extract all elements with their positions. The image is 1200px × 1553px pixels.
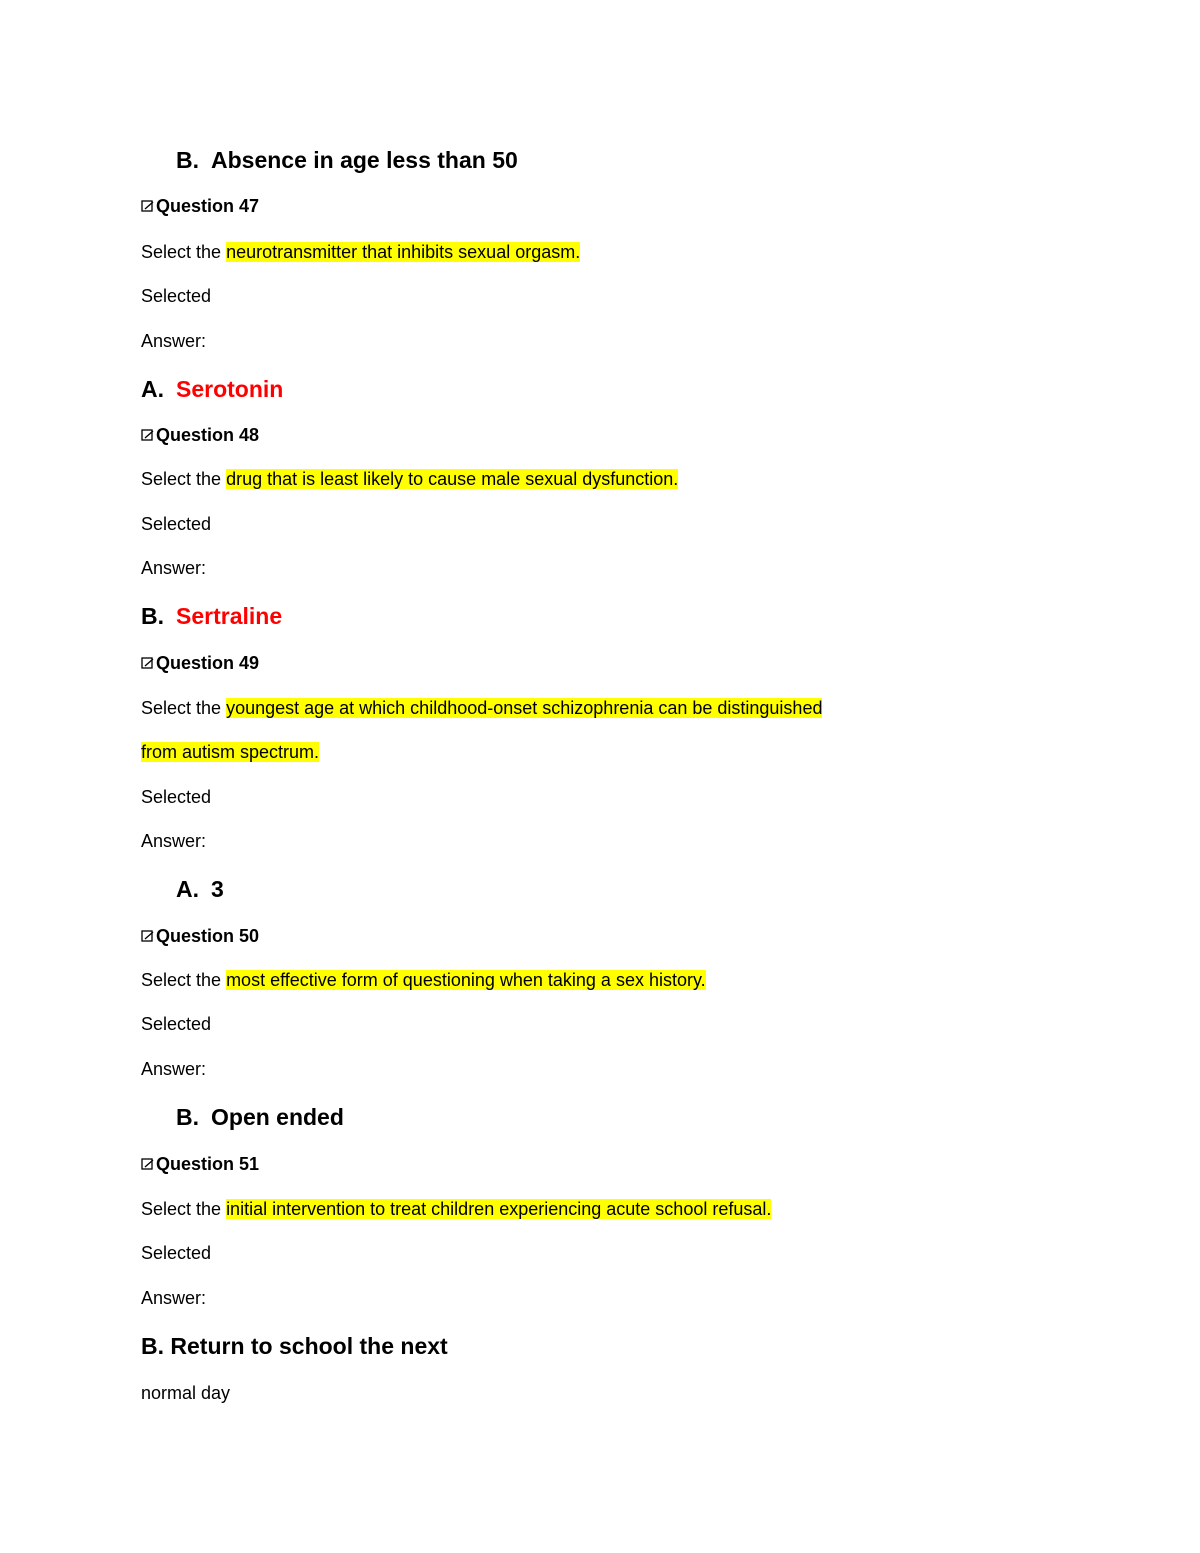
prompt-text: Select the — [141, 970, 227, 990]
question-51-answer — [141, 1332, 448, 1360]
answer-label: Answer: — [141, 831, 207, 851]
selected-label: Selected — [141, 787, 212, 807]
answer-label: Answer: — [141, 558, 207, 578]
question-51-prompt — [141, 1197, 771, 1221]
prompt-highlight: neurotransmitter that inhibits sexual orgasm. — [226, 242, 581, 262]
prompt-highlight: drug that is least likely to cause male sexual dysfunction. — [226, 469, 679, 489]
answer-text: Open ended — [211, 1104, 344, 1130]
prompt-text: Select the — [141, 242, 227, 262]
checkbox-icon — [141, 1157, 155, 1171]
selected-label: Selected — [141, 1014, 212, 1034]
prompt-text: Select the — [141, 469, 227, 489]
answer-label: Answer: — [141, 331, 207, 351]
prompt-highlight: initial intervention to treat children experiencing acute school refusal. — [226, 1199, 772, 1219]
answer-letter: A. — [176, 876, 199, 902]
question-title: Question 48 — [156, 425, 260, 445]
answer-letter: B. — [141, 603, 164, 629]
answer-text: Sertraline — [176, 603, 283, 629]
question-48-prompt — [141, 467, 678, 491]
answer-previous — [176, 146, 518, 174]
selected-label: Selected — [141, 286, 212, 306]
question-50-prompt — [141, 968, 706, 992]
question-title: Question 47 — [156, 196, 260, 216]
question-50-heading — [141, 924, 259, 948]
question-49-answer — [176, 875, 224, 903]
answer-text: Absence in age less than 50 — [211, 147, 518, 173]
answer-letter: A. — [141, 376, 164, 402]
question-48-heading — [141, 423, 259, 447]
question-49-prompt — [141, 696, 822, 720]
prompt-text: Select the — [141, 1199, 227, 1219]
selected-label: Selected — [141, 1243, 212, 1263]
answer-label: Answer: — [141, 1059, 207, 1079]
question-47-heading — [141, 194, 259, 218]
prompt-highlight: youngest age at which childhood-onset schizophrenia can be distinguished — [226, 698, 823, 718]
question-title: Question 49 — [156, 653, 260, 673]
checkbox-icon — [141, 656, 155, 670]
answer-text: Return to school the next — [170, 1333, 448, 1359]
answer-label: Answer: — [141, 1288, 207, 1308]
checkbox-icon — [141, 199, 155, 213]
question-47-prompt — [141, 240, 580, 264]
answer-letter: B. — [141, 1333, 164, 1359]
question-50-answer — [176, 1103, 344, 1131]
checkbox-icon — [141, 929, 155, 943]
question-49-heading — [141, 651, 259, 675]
question-47-answer — [141, 375, 283, 403]
prompt-highlight: from autism spectrum. — [141, 742, 320, 762]
question-title: Question 50 — [156, 926, 260, 946]
question-title: Question 51 — [156, 1154, 260, 1174]
answer-letter: B. — [176, 147, 199, 173]
answer-letter: B. — [176, 1104, 199, 1130]
answer-text: 3 — [211, 876, 224, 902]
answer-continuation: normal day — [141, 1383, 231, 1403]
question-49-prompt-continued — [141, 740, 319, 764]
checkbox-icon — [141, 428, 155, 442]
prompt-highlight: most effective form of questioning when taking a sex history. — [226, 970, 706, 990]
question-48-answer — [141, 602, 282, 630]
question-51-heading — [141, 1152, 259, 1176]
selected-label: Selected — [141, 514, 212, 534]
prompt-text: Select the — [141, 698, 227, 718]
answer-text: Serotonin — [176, 376, 284, 402]
